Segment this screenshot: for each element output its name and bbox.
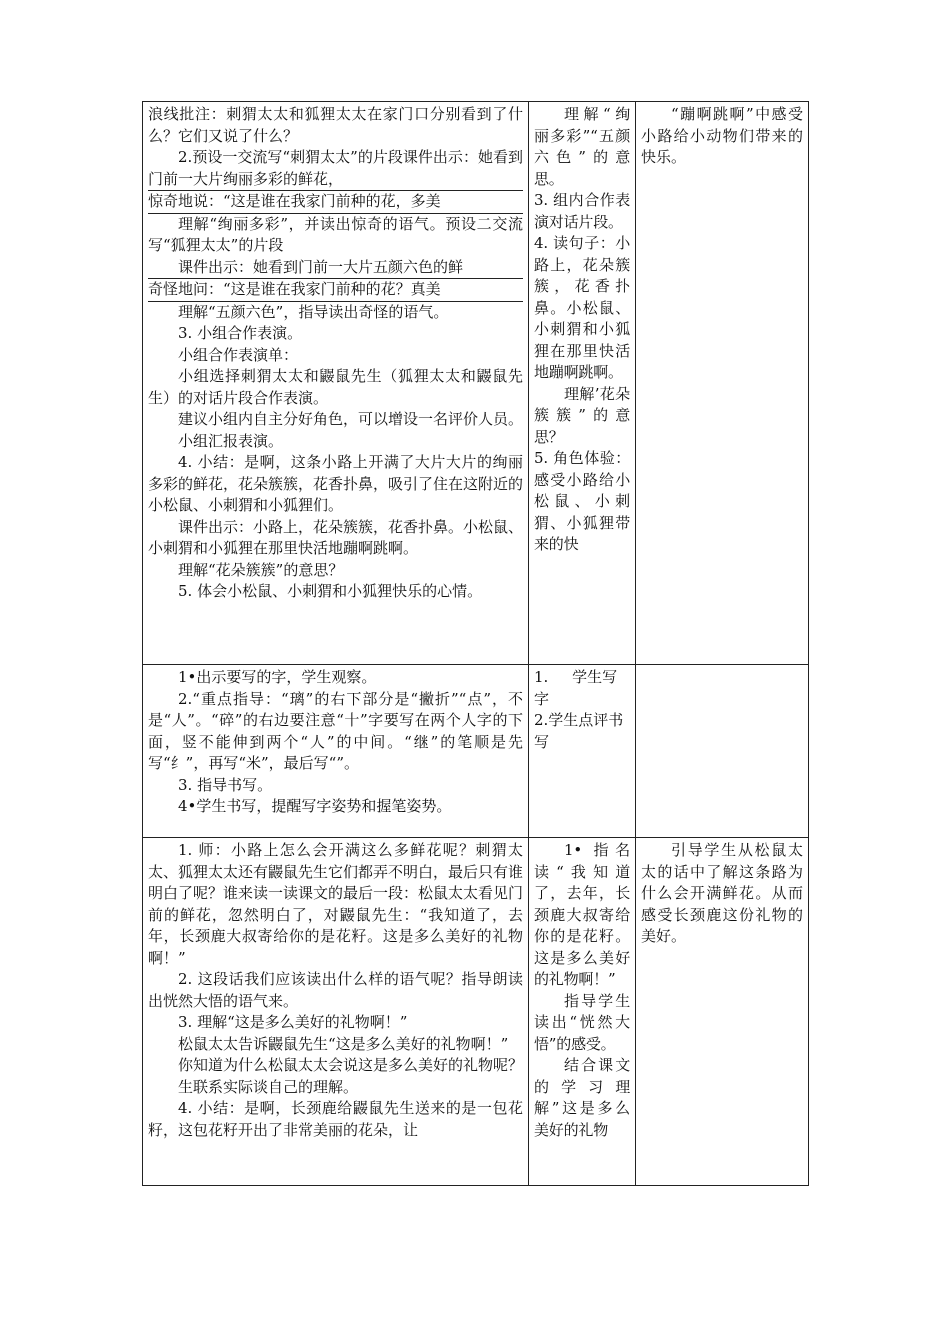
paragraph: 5. 体会小松鼠、小刺猬和小狐狸快乐的心情。 — [178, 582, 483, 600]
paragraph: 结合课文的学习理解”这是多么美好的礼物 — [534, 1056, 630, 1139]
table-row — [143, 665, 809, 838]
teacher-activity-cell — [143, 102, 529, 665]
design-intent-cell — [636, 665, 809, 838]
paragraph: 小组汇报表演。 — [178, 431, 284, 450]
teacher-activity-cell — [143, 838, 529, 1186]
paragraph: 指导学生读出“恍然大悟”的感受。 — [534, 991, 630, 1053]
paragraph: 小组合作表演单： — [178, 345, 299, 364]
paragraph: 3. 组内合作表演对话片段。 — [534, 191, 630, 231]
lesson-plan-table — [142, 101, 809, 1186]
paragraph: 生联系实际谈自己的理解。 — [178, 1077, 359, 1096]
paragraph: 4. 读句子：小路上，花朵簇簇，花香扑鼻。小松鼠、小刺猬和小狐狸在那里快活地蹦啊跳啊。 — [534, 234, 630, 381]
paragraph: “蹦啊跳啊”中感受小路给小动物们带来的快乐。 — [641, 105, 803, 166]
paragraph: 3. 指导书写。 — [178, 775, 273, 794]
paragraph: 5. 角色体验：感受小路给小松鼠、小刺猬、小狐狸带来的快 — [534, 449, 630, 553]
paragraph: 松鼠太太告诉鼹鼠先生“这是多么美好的礼物啊！” — [178, 1034, 509, 1053]
paragraph: 引导学生从松鼠太太的话中了解这条路为什么会开满鲜花。从而感受长颈鹿这份礼物的美好。 — [641, 841, 803, 945]
design-intent-cell — [636, 838, 809, 1186]
paragraph: 4. 小结：是啊，这条小路上开满了大片大片的绚丽多彩的鲜花，花朵簇簇，花香扑鼻，吸引了住在这附近的小松鼠、小刺猬和小狐狸们。 — [148, 453, 523, 514]
paragraph: 理解“绚丽多彩”，并读出惊奇的语气。预设二交流写“狐狸太太”的片段 — [148, 213, 523, 257]
design-intent-cell — [636, 102, 809, 665]
paragraph: 4. 小结：是啊，长颈鹿给鼹鼠先生送来的是一包花籽，这包花籽开出了非常美丽的花朵，让 — [148, 1099, 523, 1139]
paragraph: 1. 师：小路上怎么会开满这么多鲜花呢？刺猬太太、狐狸太太还有鼹鼠先生它们都弄不明白，最后只有谁明白了呢？谁来读一读课文的最后一段：松鼠太太看见门前的鲜花，忽然明白了，对鼹鼠先生：“我知道了，去年，长颈鹿大叔寄给你的是花籽。这是多么美好的礼物啊！” — [148, 841, 523, 967]
paragraph: 你知道为什么松鼠太太会说这是多么美好的礼物呢？ — [178, 1056, 523, 1074]
paragraph: 理解“花朵簇簇”的意思？ — [178, 560, 344, 579]
paragraph: 2.预设一交流写“刺猬太太”的片段课件出示：她看到门前一大片绚丽多彩的鲜花， — [148, 148, 523, 188]
paragraph: 3. 小组合作表演。 — [178, 324, 303, 342]
paragraph: 理解“五颜六色”，指导读出奇怪的语气。 — [148, 301, 523, 324]
paragraph: 1. 学生写字 — [534, 668, 618, 708]
paragraph: 理解’花朵簇簇”的意思？ — [534, 384, 630, 446]
student-activity-cell — [529, 838, 636, 1186]
table-row — [143, 838, 809, 1186]
paragraph: 课件出示：她看到门前一大片五颜六色的鲜 — [178, 257, 464, 276]
table-row — [143, 102, 809, 665]
paragraph: 1• 指名读“我知道了，去年，长颈鹿大叔寄给你的是花籽。这是多么美好的礼物啊！” — [534, 841, 630, 988]
paragraph: 4•学生书写，提醒写字姿势和握笔姿势。 — [178, 797, 452, 815]
paragraph: 2.“重点指导：“璃”的右下部分是“撇折”“点”，不是“人”。“碎”的右边要注意“十”字要写在两个人字的下面，竖不能伸到两个“人”的中间。“继”的笔顺是先写“纟”，再写“米”，最后写“”。 — [148, 689, 523, 772]
paragraph: 惊奇地说：“这是谁在我家门前种的花，多美 — [148, 190, 523, 213]
paragraph: 1•出示要写的字，学生观察。 — [178, 668, 377, 686]
paragraph: 3. 理解“这是多么美好的礼物啊！” — [178, 1013, 408, 1031]
paragraph: 理解“绚丽多彩”“五颜六色”的意思。 — [534, 105, 630, 188]
paragraph: 课件出示：小路上，花朵簇簇，花香扑鼻。小松鼠、小刺猬和小狐狸在那里快活地蹦啊跳啊。 — [148, 517, 523, 557]
paragraph: 2.学生点评书写 — [534, 711, 624, 751]
lesson-plan-page — [142, 101, 808, 1186]
student-activity-cell — [529, 102, 636, 665]
paragraph: 奇怪地问：“这是谁在我家门前种的花？真美 — [148, 278, 523, 301]
paragraph: 2. 这段话我们应该读出什么样的语气呢？指导朗读出恍然大悟的语气来。 — [148, 970, 523, 1010]
paragraph: 浪线批注：刺猬太太和狐狸太太在家门口分别看到了什么？它们又说了什么？ — [148, 105, 523, 145]
student-activity-cell — [529, 665, 636, 838]
paragraph: 小组选择刺猬太太和鼹鼠先生（狐狸太太和鼹鼠先生）的对话片段合作表演。 — [148, 367, 523, 407]
paragraph: 建议小组内自主分好角色，可以增设一名评价人员。 — [178, 410, 523, 428]
teacher-activity-cell — [143, 665, 529, 838]
